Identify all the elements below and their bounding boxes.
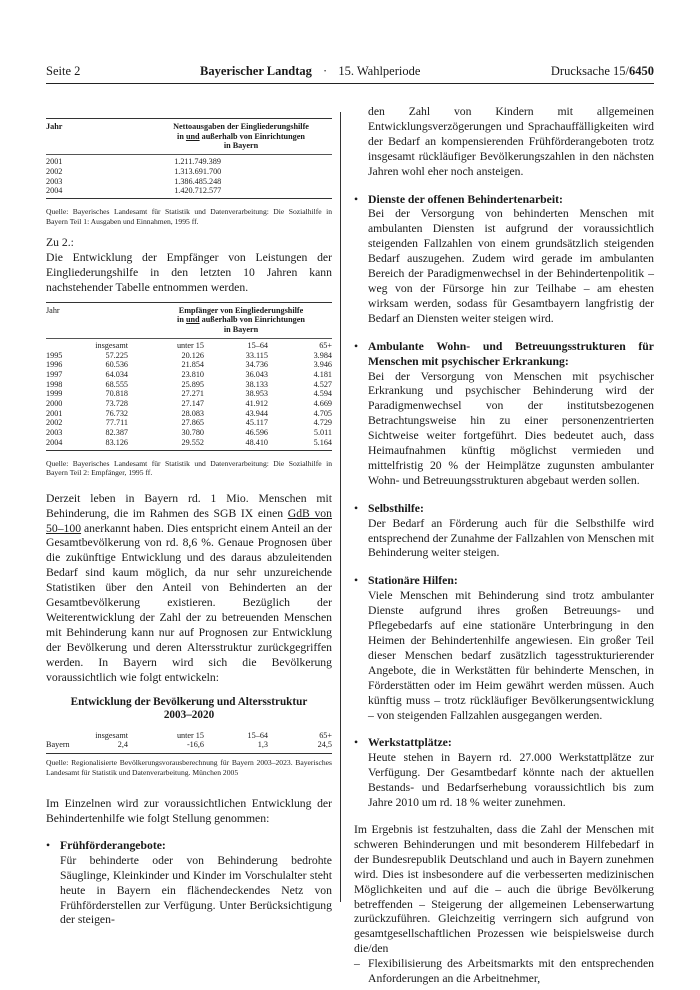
print-prefix: Drucksache 15/ <box>550 64 629 78</box>
table-subheader-row: insgesamt unter 15 15–64 65+ <box>95 340 332 350</box>
table-source: Quelle: Bayerisches Landesamt für Statistik und Datenverarbeitung: Die Sozialhilfe in Bayern Teil 1: Ausgaben und Einnahmen, 1995 ff. <box>46 206 332 226</box>
bullet-item <box>354 193 654 327</box>
dash-text: Flexibilisierung des Arbeitsmarkts mit den entsprechenden Anforderungen an die Arbeitnehmer, <box>368 957 654 986</box>
bullet-title: Ambulante Wohn- und Betreuungsstrukturen für Menschen mit psychischer Erkrankung: <box>368 339 654 368</box>
table-source: Quelle: Regionalisierte Bevölkerungsvorausberechnung für Bayern 2003–2023. Bayerisches Landesamt für Statistik und Datenverarbeitung. München 2005 <box>46 757 332 777</box>
header-separator: · <box>323 64 328 78</box>
table-row: 1997 64.034 23.810 36.043 4.181 <box>46 369 332 379</box>
bullet-title: Selbsthilfe: <box>368 501 424 515</box>
bullet-title: Werkstattplätze: <box>368 736 452 750</box>
table-top-rule <box>46 118 332 119</box>
bullet-title: Frühförderangebote: <box>60 838 166 852</box>
parliament-name: Bayerischer Landtag <box>200 64 312 78</box>
bullet-icon: • <box>354 574 359 588</box>
table-source: Quelle: Bayerisches Landesamt für Statistik und Datenverarbeitung: Die Sozialhilfe in Bayern Teil 2: Empfänger, 1995 ff. <box>46 458 332 478</box>
table-row: 1998 68.555 25.895 38.133 4.527 <box>46 379 332 389</box>
left-column <box>46 118 332 928</box>
table-title: Nettoausgaben der Eingliederungshilfe in und außerhalb von Einrichtungen in Bayern <box>173 122 309 151</box>
conclusion-paragraph: Im Ergebnis ist festzuhalten, dass die Zahl der Menschen mit schweren Behinderungen und mit besonderem Hilfebedarf in der Bundesrepublik Deutschland und auch in Bayern zunehmen wird. Dies ist insbesondere auf die verbesserten medizinischen Möglichkeiten und auf die – auch die übrige Bevölkerung betreffenden – Steigerung der allgemeinen Lebenserwartung zurückzuführen. Gleichzeitig verringern sich aufgrund von gesamtgesellschaftlichen Prozessen wie beispielsweise durch die/den <box>354 822 654 956</box>
bullet-text: Bei der Versorgung von behinderten Menschen mit ambulanten Diensten ist aufgrund der voraussichtlich steigenden Fallzahlen von einem grundsätzlich steigenden Bedarf auszugehen. Zudem wird gerade im ambulanten Bereich der Paradigmenwechsel in der Behindertenpolitik – weg von der Fürsorge hin zur Teilhabe – am ehesten wirksam werden, sodass für Gesamtbayern langfristig der Bedarf an Diensten weiter steigen wird. <box>368 207 654 325</box>
bullet-title: Dienste der offenen Behindertenarbeit: <box>368 192 563 206</box>
table-row: 2004 83.126 29.552 48.410 5.164 <box>46 437 332 447</box>
table-year-header: Jahr <box>46 122 63 131</box>
right-column <box>354 105 654 987</box>
bullet-icon: • <box>354 736 359 750</box>
bullet-item <box>46 839 332 928</box>
recipients-table <box>46 302 332 451</box>
table-row: 2000 73.728 27.147 41.912 4.669 <box>46 399 332 409</box>
page-number: Seite 2 <box>46 64 81 78</box>
table-row: 2002 77.711 27.865 45.117 4.729 <box>46 418 332 428</box>
section-paragraph: Die Entwicklung der Empfänger von Leistungen der Eingliederungshilfe in den letzten 10 Jahren kann nachstehender Tabelle entnommen werden. <box>46 251 332 294</box>
table-row: 2003 1.386.485.248 <box>46 176 222 186</box>
continuation-paragraph: den Zahl von Kindern mit allgemeinen Entwicklungsverzögerungen und Sprachauffälligkeiten wird der Bedarf an kompensierenden Frühförderangeboten trotz insgesamt rückläufiger Bevölkerungszahlen in den nächsten Jahren wohl eher noch ansteigen. <box>368 105 654 178</box>
header-title <box>200 64 420 79</box>
table-header-rule <box>46 338 332 339</box>
bullet-icon: • <box>354 339 359 353</box>
bullet-icon: • <box>46 838 51 852</box>
table-title: Empfänger von Eingliederungshilfe in und außerhalb von Einrichtungen in Bayern <box>177 305 305 335</box>
table-header-rule <box>46 154 332 155</box>
table-row: 1999 70.818 27.271 38.953 4.594 <box>46 389 332 399</box>
dash-item <box>354 957 654 987</box>
section-label: Zu 2.: <box>46 236 74 250</box>
current-situation-paragraph: Derzeit leben in Bayern rd. 1 Mio. Menschen mit Behinderung, die im Rahmen des SGB IX einen GdB von 50–100 anerkannt haben. Dies entspricht einem Anteil an der Gesamtbevölkerung von rd. 8,6 %. Genaue Prognosen über die zukünftige Entwicklung und des daraus abzuleitenden Bedarf sind kaum möglich, da nur sehr unzureichende Statistiken über den Anteil von Behinderten an der Gesamtbevölkerung existieren. Bezüglich der Weiterentwicklung der Zahl der zu betreuenden Menschen mit Behinderung kann nur auf Prognosen zur Entwicklung der Bevölkerung und deren Altersstruktur zurückgegriffen werden. In Bayern wird sich die Bevölkerung voraussichtlich wie folgt entwickeln: <box>46 491 332 684</box>
column-divider <box>340 112 341 902</box>
bullet-text: Bei der Versorgung von Menschen mit psychischer Erkrankung und psychischer Behinderung wird der Paradigmenwechsel von der institutsbezogenen Betrachtungsweise hin zu einer personenzentrierten Sichtweise weiter fortgeführt. Dies bedeutet auch, dass Heimaufnahmen künftig möglichst vermieden und mittelfristig 20 % der Heimplätze zugunsten ambulanter Wohn- und Betreuungsstrukturen abgebaut werden sollen. <box>368 369 654 487</box>
population-table <box>46 696 332 754</box>
header-rule <box>46 83 654 84</box>
table-row: 2004 1.420.712.577 <box>46 186 222 196</box>
bullet-text: Für behinderte oder von Behinderung bedrohte Säuglinge, Kleinkinder und Kinder im Vorschulalter steht heute in Bayern ein flächendeckendes Netz von Frühförderstellen zur Verfügung. Unter Berücksichtigung der steigen- <box>60 853 332 927</box>
table-row: 2001 76.732 28.083 43.944 4.705 <box>46 408 332 418</box>
bullet-item <box>354 574 654 723</box>
table-bottom-rule <box>46 450 332 451</box>
table-year-header: Jahr <box>46 305 60 315</box>
bullet-item <box>354 736 654 811</box>
table-row: 1996 60.536 21.854 34.736 3.946 <box>46 360 332 370</box>
table-row: 1995 57.225 20.126 33.115 3.984 <box>46 350 332 360</box>
expenditure-table <box>46 118 332 199</box>
print-number <box>551 64 654 79</box>
table-row: 2002 1.313.691.700 <box>46 166 222 176</box>
bullet-text: Der Bedarf an Förderung auch für die Selbsthilfe wird entsprechend der Zunahme der Fallzahlen von Menschen mit Behinderung weiter steigen. <box>368 516 654 560</box>
table-row: 2003 82.387 30.780 46.596 5.011 <box>46 428 332 438</box>
table-row: Bayern 2,4 -16,6 1,3 24,5 <box>46 740 332 750</box>
table-bottom-rule <box>46 198 332 199</box>
bullet-icon: • <box>354 501 359 515</box>
election-period: 15. Wahlperiode <box>338 64 421 78</box>
table-bottom-rule <box>46 753 332 754</box>
dash-icon: – <box>354 957 360 971</box>
bullet-icon: • <box>354 192 359 206</box>
print-number-value: 6450 <box>629 64 654 78</box>
bullet-title: Stationäre Hilfen: <box>368 574 458 588</box>
population-table-title: Entwicklung der Bevölkerung und Altersstruktur 2003–2020 <box>70 695 308 722</box>
table-top-rule <box>46 302 332 303</box>
bullet-text: Heute stehen in Bayern rd. 27.000 Werkstattplätze zur Verfügung. Der Gesamtbedarf könnte nach der aktuellen Bestands- und Bedarfserhebung voraussichtlich bis zum Jahre 2010 um rd. 18 % weiter zunehmen. <box>368 751 654 810</box>
bullet-item <box>354 340 654 489</box>
intro-paragraph: Im Einzelnen wird zur voraussichtlichen Entwicklung der Behindertenhilfe wie folgt Stellung genommen: <box>46 797 332 826</box>
bullet-item <box>354 502 654 562</box>
table-row: 2001 1.211.749.389 <box>46 157 221 167</box>
bullet-text: Viele Menschen mit Behinderung sind trotz ambulanter Dienste aufgrund ihres großen Betreuungs- und Pflegebedarfs auf eine stationäre Unterbringung in den Heimen der Behindertenhilfe angewiesen. Ein großer Teil dieser Menschen bedarf zusätzlich tagesstrukturierender Angebote, die in Werkstätten für behinderte Menschen, in Förderstätten oder im Heim gewährt werden müssen. Auch künftig muss – trotz rückläufiger Bevölkerungsentwicklung – von steigenden Fallzahlen ausgegangen werden. <box>368 589 654 722</box>
table-subheader-row: insgesamt unter 15 15–64 65+ <box>95 730 332 740</box>
